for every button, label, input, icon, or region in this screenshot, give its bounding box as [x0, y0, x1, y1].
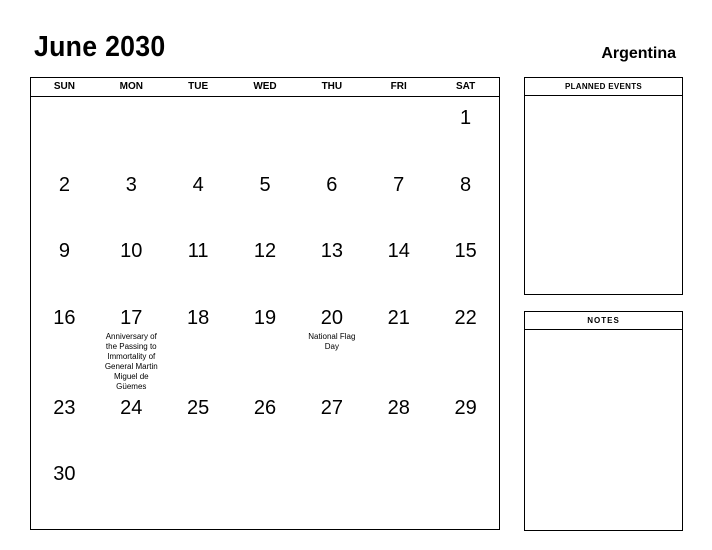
day-cell — [31, 164, 98, 231]
day-cell — [298, 297, 365, 387]
day-cell — [98, 230, 165, 297]
day-cell — [31, 297, 98, 387]
day-number — [98, 97, 165, 108]
day-number: 13 — [320, 240, 343, 262]
day-cell — [432, 387, 499, 454]
weekday-thu: THU — [321, 81, 343, 92]
day-cell — [298, 164, 365, 231]
weekday-mon: MON — [119, 81, 143, 92]
weekday-header — [31, 78, 499, 97]
day-number — [365, 453, 432, 464]
day-cell — [232, 453, 299, 520]
day-number: 7 — [393, 173, 405, 196]
day-cell — [432, 453, 499, 520]
country-label: Argentina — [601, 45, 676, 62]
notes-heading: NOTES — [525, 312, 682, 330]
day-number: 21 — [387, 306, 410, 329]
day-number — [232, 97, 299, 108]
day-number: 5 — [259, 173, 271, 196]
day-cell — [165, 230, 232, 297]
day-number: 25 — [187, 396, 210, 419]
day-number: 15 — [454, 240, 477, 262]
week-row — [31, 97, 499, 164]
day-cell — [432, 164, 499, 231]
calendar-grid — [30, 77, 500, 530]
day-number: 6 — [326, 173, 338, 196]
week-row — [31, 453, 499, 520]
day-cell — [298, 97, 365, 164]
day-number — [232, 453, 299, 464]
weekday-tue: TUE — [188, 81, 209, 92]
day-number: 2 — [58, 173, 70, 196]
day-cell — [432, 97, 499, 164]
holiday-label: National Flag Day — [308, 331, 356, 351]
day-cell — [31, 230, 98, 297]
day-number: 20 — [320, 306, 343, 329]
day-cell — [365, 387, 432, 454]
day-cell — [232, 164, 299, 231]
week-row — [31, 297, 499, 391]
day-number: 22 — [454, 306, 477, 329]
day-number: 26 — [253, 396, 277, 419]
day-number: 23 — [53, 396, 76, 419]
day-number — [165, 97, 232, 108]
weekday-fri: FRI — [390, 81, 407, 92]
day-number: 29 — [454, 396, 477, 419]
day-number — [432, 453, 499, 464]
day-number: 30 — [53, 463, 76, 485]
day-cell — [31, 387, 98, 454]
day-number: 19 — [253, 306, 277, 329]
holiday-label: Anniversary of the Passing to Immortality of General Martin Miguel de Güemes — [104, 331, 158, 391]
day-number: 8 — [460, 173, 472, 196]
day-number — [98, 453, 165, 464]
day-number: 28 — [387, 396, 410, 419]
day-cell — [98, 297, 165, 391]
day-number: 17 — [120, 306, 143, 329]
day-number — [365, 97, 432, 108]
day-number: 24 — [120, 396, 143, 419]
week-row — [31, 387, 499, 454]
day-number — [165, 453, 232, 464]
day-cell — [232, 97, 299, 164]
planned-events-heading: PLANNED EVENTS — [525, 78, 682, 96]
day-number — [31, 97, 98, 108]
day-cell — [365, 230, 432, 297]
day-cell — [432, 297, 499, 387]
day-number: 1 — [460, 107, 472, 129]
day-cell — [432, 230, 499, 297]
day-cell — [31, 453, 98, 520]
day-cell — [165, 453, 232, 520]
day-number: 14 — [387, 240, 410, 262]
day-cell — [365, 97, 432, 164]
week-row — [31, 164, 499, 231]
planned-events-panel — [524, 77, 683, 295]
day-cell — [98, 97, 165, 164]
notes-panel — [524, 311, 683, 531]
day-cell — [232, 230, 299, 297]
weekday-sun: SUN — [53, 81, 75, 92]
day-number — [298, 453, 365, 464]
day-number — [298, 97, 365, 108]
day-cell — [98, 387, 165, 454]
day-number: 18 — [187, 306, 210, 329]
day-number: 16 — [53, 306, 76, 329]
day-number: 12 — [253, 240, 277, 262]
weekday-wed: WED — [253, 81, 277, 92]
day-number: 11 — [187, 240, 209, 262]
day-number: 3 — [125, 173, 137, 196]
day-cell — [98, 164, 165, 231]
day-cell — [165, 164, 232, 231]
day-number: 4 — [192, 173, 204, 196]
day-cell — [165, 97, 232, 164]
day-number: 9 — [58, 240, 70, 262]
day-number: 10 — [120, 240, 143, 262]
day-cell — [31, 97, 98, 164]
day-cell — [165, 387, 232, 454]
weekday-sat: SAT — [455, 81, 476, 92]
day-cell — [365, 453, 432, 520]
page-title: June 2030 — [34, 31, 166, 63]
week-row — [31, 230, 499, 297]
day-cell — [298, 453, 365, 520]
day-cell — [232, 387, 299, 454]
day-cell — [232, 297, 299, 387]
day-cell — [365, 297, 432, 387]
day-cell — [365, 164, 432, 231]
day-cell — [298, 230, 365, 297]
calendar-body — [31, 97, 499, 520]
day-cell — [98, 453, 165, 520]
day-number: 27 — [320, 396, 343, 419]
day-cell — [165, 297, 232, 387]
day-cell — [298, 387, 365, 454]
